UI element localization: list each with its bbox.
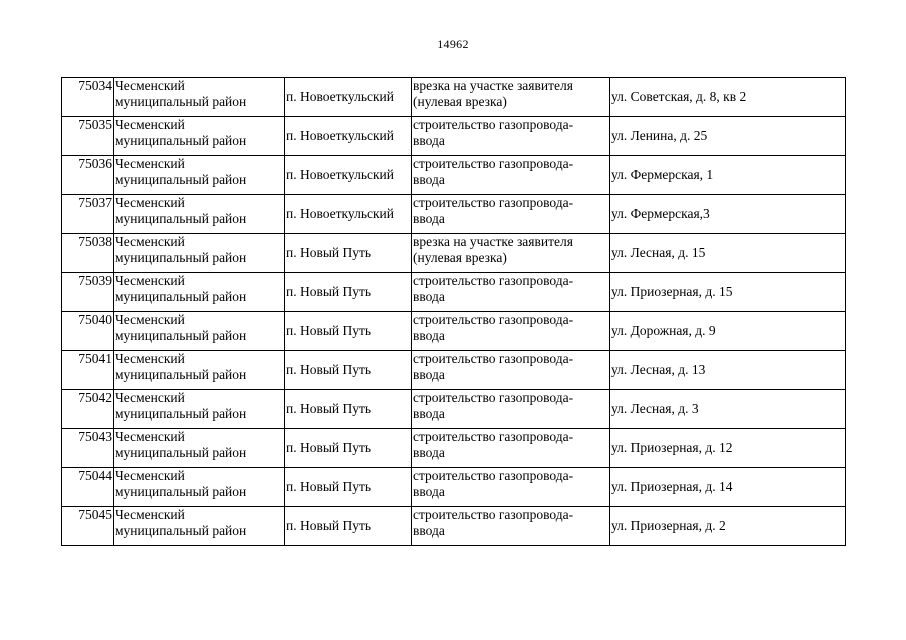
- table-row: [62, 312, 846, 351]
- address-cell: ул. Лесная, д. 13: [610, 351, 846, 390]
- work-type-line: ввода: [413, 133, 445, 148]
- work-type-line: ввода: [413, 484, 445, 499]
- district-cell: [114, 429, 285, 468]
- work-type-line: строительство газопровода-: [413, 117, 574, 132]
- address-cell: ул. Фермерская,3: [610, 195, 846, 234]
- district-cell: [114, 507, 285, 546]
- district-line: Чесменский: [115, 273, 185, 288]
- district-line: муниципальный район: [115, 94, 247, 109]
- district-line: Чесменский: [115, 429, 185, 444]
- settlement-cell: п. Новый Путь: [285, 390, 412, 429]
- district-line: муниципальный район: [115, 523, 247, 538]
- district-cell: [114, 390, 285, 429]
- district-line: Чесменский: [115, 117, 185, 132]
- district-line: муниципальный район: [115, 367, 247, 382]
- district-cell: [114, 312, 285, 351]
- work-type-line: строительство газопровода-: [413, 351, 574, 366]
- table-row: [62, 273, 846, 312]
- work-type-cell: [412, 507, 610, 546]
- address-cell: ул. Приозерная, д. 15: [610, 273, 846, 312]
- district-line: муниципальный район: [115, 328, 247, 343]
- district-line: Чесменский: [115, 156, 185, 171]
- work-type-cell: [412, 468, 610, 507]
- district-line: муниципальный район: [115, 172, 247, 187]
- district-line: муниципальный район: [115, 445, 247, 460]
- work-type-cell: [412, 117, 610, 156]
- settlement-cell: п. Новый Путь: [285, 429, 412, 468]
- table-row: [62, 234, 846, 273]
- work-type-line: ввода: [413, 328, 445, 343]
- address-cell: ул. Дорожная, д. 9: [610, 312, 846, 351]
- table-row: [62, 351, 846, 390]
- record-id: 75037: [62, 195, 114, 234]
- district-cell: [114, 351, 285, 390]
- district-line: муниципальный район: [115, 484, 247, 499]
- work-type-line: ввода: [413, 367, 445, 382]
- address-cell: ул. Советская, д. 8, кв 2: [610, 78, 846, 117]
- work-type-cell: [412, 156, 610, 195]
- record-id: 75039: [62, 273, 114, 312]
- work-type-cell: [412, 195, 610, 234]
- table-row: [62, 507, 846, 546]
- page-number: 14962: [437, 37, 469, 51]
- district-line: Чесменский: [115, 195, 185, 210]
- record-id: 75045: [62, 507, 114, 546]
- settlement-cell: п. Новый Путь: [285, 507, 412, 546]
- settlement-cell: п. Новоеткульский: [285, 117, 412, 156]
- work-type-line: строительство газопровода-: [413, 312, 574, 327]
- table-row: [62, 390, 846, 429]
- district-line: муниципальный район: [115, 289, 247, 304]
- work-type-line: строительство газопровода-: [413, 273, 574, 288]
- work-type-cell: [412, 312, 610, 351]
- work-type-line: строительство газопровода-: [413, 195, 574, 210]
- settlement-cell: п. Новый Путь: [285, 273, 412, 312]
- district-cell: [114, 234, 285, 273]
- district-line: Чесменский: [115, 78, 185, 93]
- work-type-cell: [412, 273, 610, 312]
- address-cell: ул. Приозерная, д. 14: [610, 468, 846, 507]
- settlement-cell: п. Новый Путь: [285, 351, 412, 390]
- work-type-line: строительство газопровода-: [413, 156, 574, 171]
- table-row: [62, 117, 846, 156]
- work-type-line: ввода: [413, 406, 445, 421]
- work-type-cell: [412, 234, 610, 273]
- district-cell: [114, 117, 285, 156]
- address-cell: ул. Приозерная, д. 12: [610, 429, 846, 468]
- record-id: 75041: [62, 351, 114, 390]
- settlement-cell: п. Новоеткульский: [285, 156, 412, 195]
- settlement-cell: п. Новый Путь: [285, 468, 412, 507]
- registry-table-body: [62, 78, 846, 546]
- record-id: 75043: [62, 429, 114, 468]
- record-id: 75036: [62, 156, 114, 195]
- address-cell: ул. Лесная, д. 3: [610, 390, 846, 429]
- work-type-line: строительство газопровода-: [413, 468, 574, 483]
- district-line: Чесменский: [115, 390, 185, 405]
- record-id: 75034: [62, 78, 114, 117]
- address-cell: ул. Ленина, д. 25: [610, 117, 846, 156]
- settlement-cell: п. Новоеткульский: [285, 195, 412, 234]
- work-type-line: строительство газопровода-: [413, 507, 574, 522]
- work-type-line: врезка на участке заявителя: [413, 78, 573, 93]
- work-type-cell: [412, 351, 610, 390]
- district-cell: [114, 78, 285, 117]
- work-type-line: ввода: [413, 211, 445, 226]
- work-type-line: ввода: [413, 445, 445, 460]
- district-cell: [114, 468, 285, 507]
- work-type-line: ввода: [413, 172, 445, 187]
- district-cell: [114, 156, 285, 195]
- district-line: муниципальный район: [115, 133, 247, 148]
- table-row: [62, 468, 846, 507]
- work-type-line: ввода: [413, 289, 445, 304]
- work-type-cell: [412, 429, 610, 468]
- table-row: [62, 429, 846, 468]
- district-line: Чесменский: [115, 351, 185, 366]
- record-id: 75044: [62, 468, 114, 507]
- district-line: муниципальный район: [115, 406, 247, 421]
- address-cell: ул. Приозерная, д. 2: [610, 507, 846, 546]
- settlement-cell: п. Новоеткульский: [285, 78, 412, 117]
- work-type-line: строительство газопровода-: [413, 429, 574, 444]
- record-id: 75042: [62, 390, 114, 429]
- table-row: [62, 156, 846, 195]
- work-type-line: ввода: [413, 523, 445, 538]
- work-type-line: врезка на участке заявителя: [413, 234, 573, 249]
- address-cell: ул. Лесная, д. 15: [610, 234, 846, 273]
- settlement-cell: п. Новый Путь: [285, 312, 412, 351]
- work-type-cell: [412, 390, 610, 429]
- record-id: 75040: [62, 312, 114, 351]
- address-cell: ул. Фермерская, 1: [610, 156, 846, 195]
- district-line: муниципальный район: [115, 211, 247, 226]
- district-line: Чесменский: [115, 234, 185, 249]
- record-id: 75035: [62, 117, 114, 156]
- district-cell: [114, 195, 285, 234]
- record-id: 75038: [62, 234, 114, 273]
- table-row: [62, 78, 846, 117]
- district-line: муниципальный район: [115, 250, 247, 265]
- registry-table: [61, 77, 846, 546]
- work-type-cell: [412, 78, 610, 117]
- work-type-line: (нулевая врезка): [413, 250, 507, 265]
- district-cell: [114, 273, 285, 312]
- table-row: [62, 195, 846, 234]
- district-line: Чесменский: [115, 312, 185, 327]
- settlement-cell: п. Новый Путь: [285, 234, 412, 273]
- district-line: Чесменский: [115, 507, 185, 522]
- district-line: Чесменский: [115, 468, 185, 483]
- work-type-line: (нулевая врезка): [413, 94, 507, 109]
- work-type-line: строительство газопровода-: [413, 390, 574, 405]
